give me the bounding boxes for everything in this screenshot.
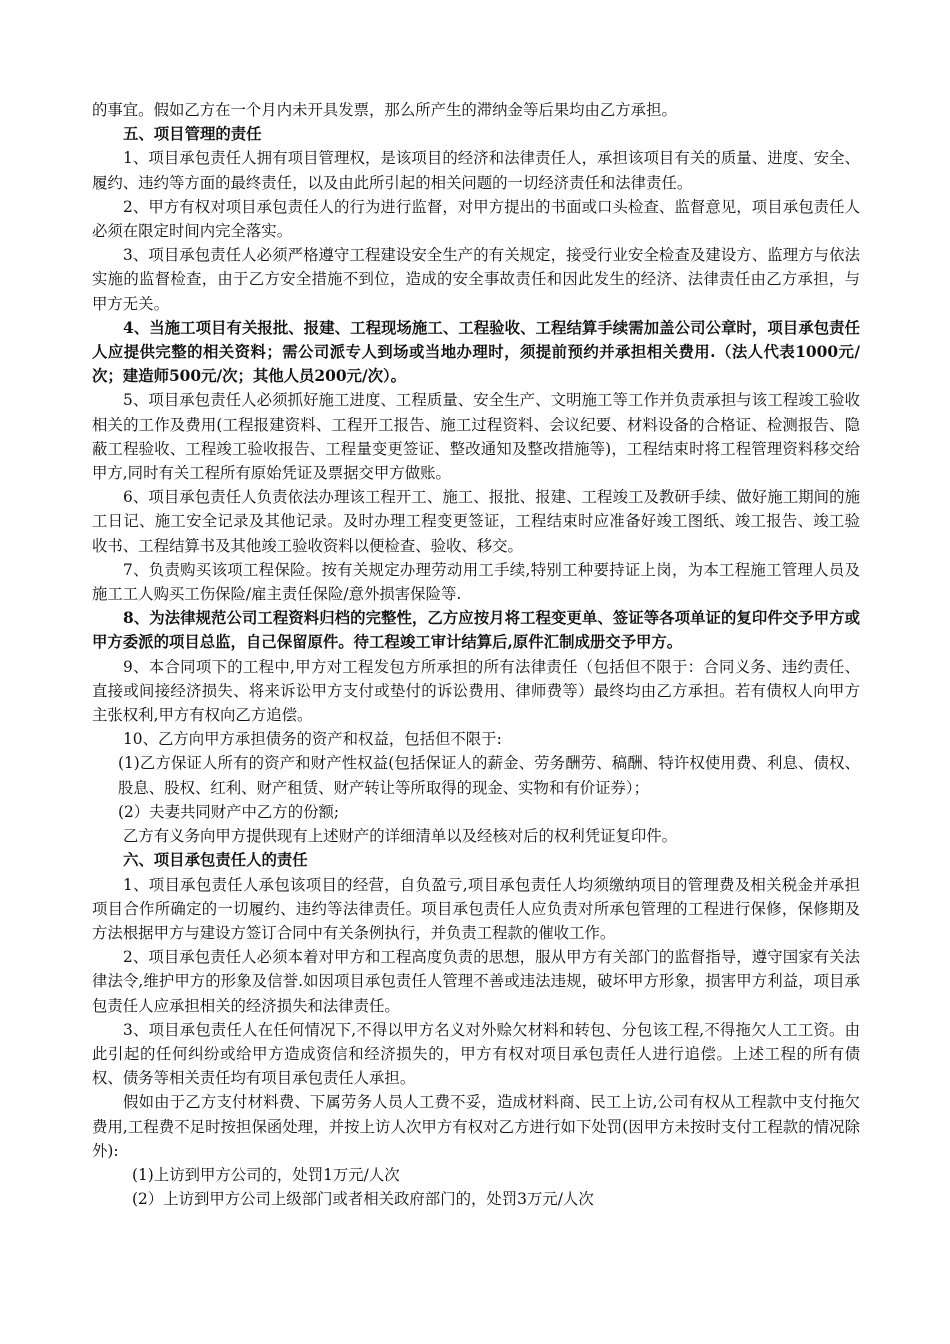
section-heading-6: 六、项目承包责任人的责任: [123, 851, 308, 870]
clause-5-10-item-1: (1)乙方保证人所有的资产和财产性权益(包括保证人的薪金、劳务酬劳、稿酬、特许权使用费、利息、债权、股息、股权、红利、财产租赁、财产转让等所取得的现金、实物和有价证券）；: [118, 754, 860, 797]
penalty-paragraph: 假如由于乙方支付材料费、下属劳务人员人工费不妥，造成材料商、民工上访,公司有权从工程款中支付拖欠费用,工程费不足时按担保函处理，并按上访人次甲方有权对乙方进行如下处罚(因甲方未按时支付工程款的情况除外):: [92, 1093, 860, 1160]
clause-6-2: 2、项目承包责任人必须本着对甲方和工程高度负责的思想，服从甲方有关部门的监督指导，遵守国家有关法律法令,维护甲方的形象及信誉.如因项目承包责任人管理不善或违法违规，破坏甲方形象，损害甲方利益，项目承包责任人应承担相关的经济损失和法律责任。: [92, 948, 860, 1015]
clause-5-9: 9、本合同项下的工程中,甲方对工程发包方所承担的所有法律责任（包括但不限于：合同义务、违约责任、直接或间接经济损失、将来诉讼甲方支付或垫付的诉讼费用、律师费等）最终均由乙方承担。若有债权人向甲方主张权利,甲方有权向乙方追偿。: [92, 657, 860, 725]
clause-5-10-note: 乙方有义务向甲方提供现有上述财产的详细清单以及经核对后的权利凭证复印件。: [123, 827, 678, 846]
clause-5-10-item-2: (2）夫妻共同财产中乙方的份额;: [118, 802, 340, 821]
clause-5-8: 8、为法律规范公司工程资料归档的完整性，乙方应按月将工程变更单、签证等各项单证的复印件交予甲方或甲方委派的项目总监，自己保留原件。待工程竣工审计结算后,原件汇制成册交予甲方。: [92, 609, 860, 652]
clause-5-6: 6、项目承包责任人负责依法办理该工程开工、施工、报批、报建、工程竣工及教研手续、做好施工期间的施工日记、施工安全记录及其他记录。及时办理工程变更签证，工程结束时应准备好竣工图纸、竣工报告、竣工验收书、工程结算书及其他竣工验收资料以便检查、验收、移交。: [92, 488, 860, 555]
penalty-item-1: (1)上访到甲方公司的，处罚1万元/人次: [132, 1165, 400, 1184]
clause-5-4: 4、当施工项目有关报批、报建、工程现场施工、工程验收、工程结算手续需加盖公司公章时，项目承包责任人应提供完整的相关资料；需公司派专人到场或当地办理时，须提前预约并承担相关费用.（法人代表1000元/次；建造师500元/次；其他人员200元/次）。: [92, 318, 860, 386]
clause-6-1: 1、项目承包责任人承包该项目的经营，自负盈亏,项目承包责任人均须缴纳项目的管理费及相关税金并承担项目合作所确定的一切履约、违约等法律责任。项目承包责任人应负责对所承包管理的工程进行保修，保修期及方法根据甲方与建设方签订合同中有关条例执行，并负责工程款的催收工作。: [92, 875, 860, 942]
clause-5-2: 2、甲方有权对项目承包责任人的行为进行监督，对甲方提出的书面或口头检查、监督意见，项目承包责任人必须在限定时间内完全落实。: [92, 197, 860, 241]
clause-5-1: 1、项目承包责任人拥有项目管理权，是该项目的经济和法律责任人，承担该项目有关的质量、进度、安全、履约、违约等方面的最终责任，以及由此所引起的相关问题的一切经济责任和法律责任。: [92, 149, 860, 192]
clause-5-7: 7、负责购买该项工程保险。按有关规定办理劳动用工手续,特别工种要持证上岗，为本工程施工管理人员及施工工人购买工伤保险/雇主责任保险/意外损害保险等.: [92, 560, 860, 604]
penalty-item-2: (2）上访到甲方公司上级部门或者相关政府部门的，处罚3万元/人次: [132, 1190, 594, 1209]
clause-5-10: 10、乙方向甲方承担债务的资产和权益，包括但不限于:: [123, 730, 502, 749]
clause-5-3: 3、项目承包责任人必须严格遵守工程建设安全生产的有关规定，接受行业安全检查及建设方、监理方与依法实施的监督检查，由于乙方安全措施不到位，造成的安全事故责任和因此发生的经济、法律责任由乙方承担，与甲方无关。: [92, 246, 860, 313]
section-heading-5: 五、项目管理的责任: [123, 125, 262, 144]
clause-5-5: 5、项目承包责任人必须抓好施工进度、工程质量、安全生产、文明施工等工作并负责承担与该工程竣工验收相关的工作及费用(工程报建资料、工程开工报告、施工过程资料、会议纪要、材料设备的合格证、检测报告、隐蔽工程验收、工程竣工验收报告、工程量变更签证、整改通知及整改措施等)，工程结束时将工程管理资料移交给甲方,同时有关工程所有原始凭证及票据交甲方做账。: [92, 391, 860, 483]
paragraph-continuation: 的事宜。假如乙方在一个月内未开具发票，那么所产生的滞纳金等后果均由乙方承担。: [92, 101, 677, 119]
document-page: [92, 98, 860, 1211]
clause-6-3: 3、项目承包责任人在任何情况下,不得以甲方名义对外赊欠材料和转包、分包该工程,不得拖欠人工工资。由此引起的任何纠纷或给甲方造成资信和经济损失的，甲方有权对项目承包责任人进行追偿。上述工程的所有债权、债务等相关责任均有项目承包责任人承担。: [92, 1020, 860, 1088]
